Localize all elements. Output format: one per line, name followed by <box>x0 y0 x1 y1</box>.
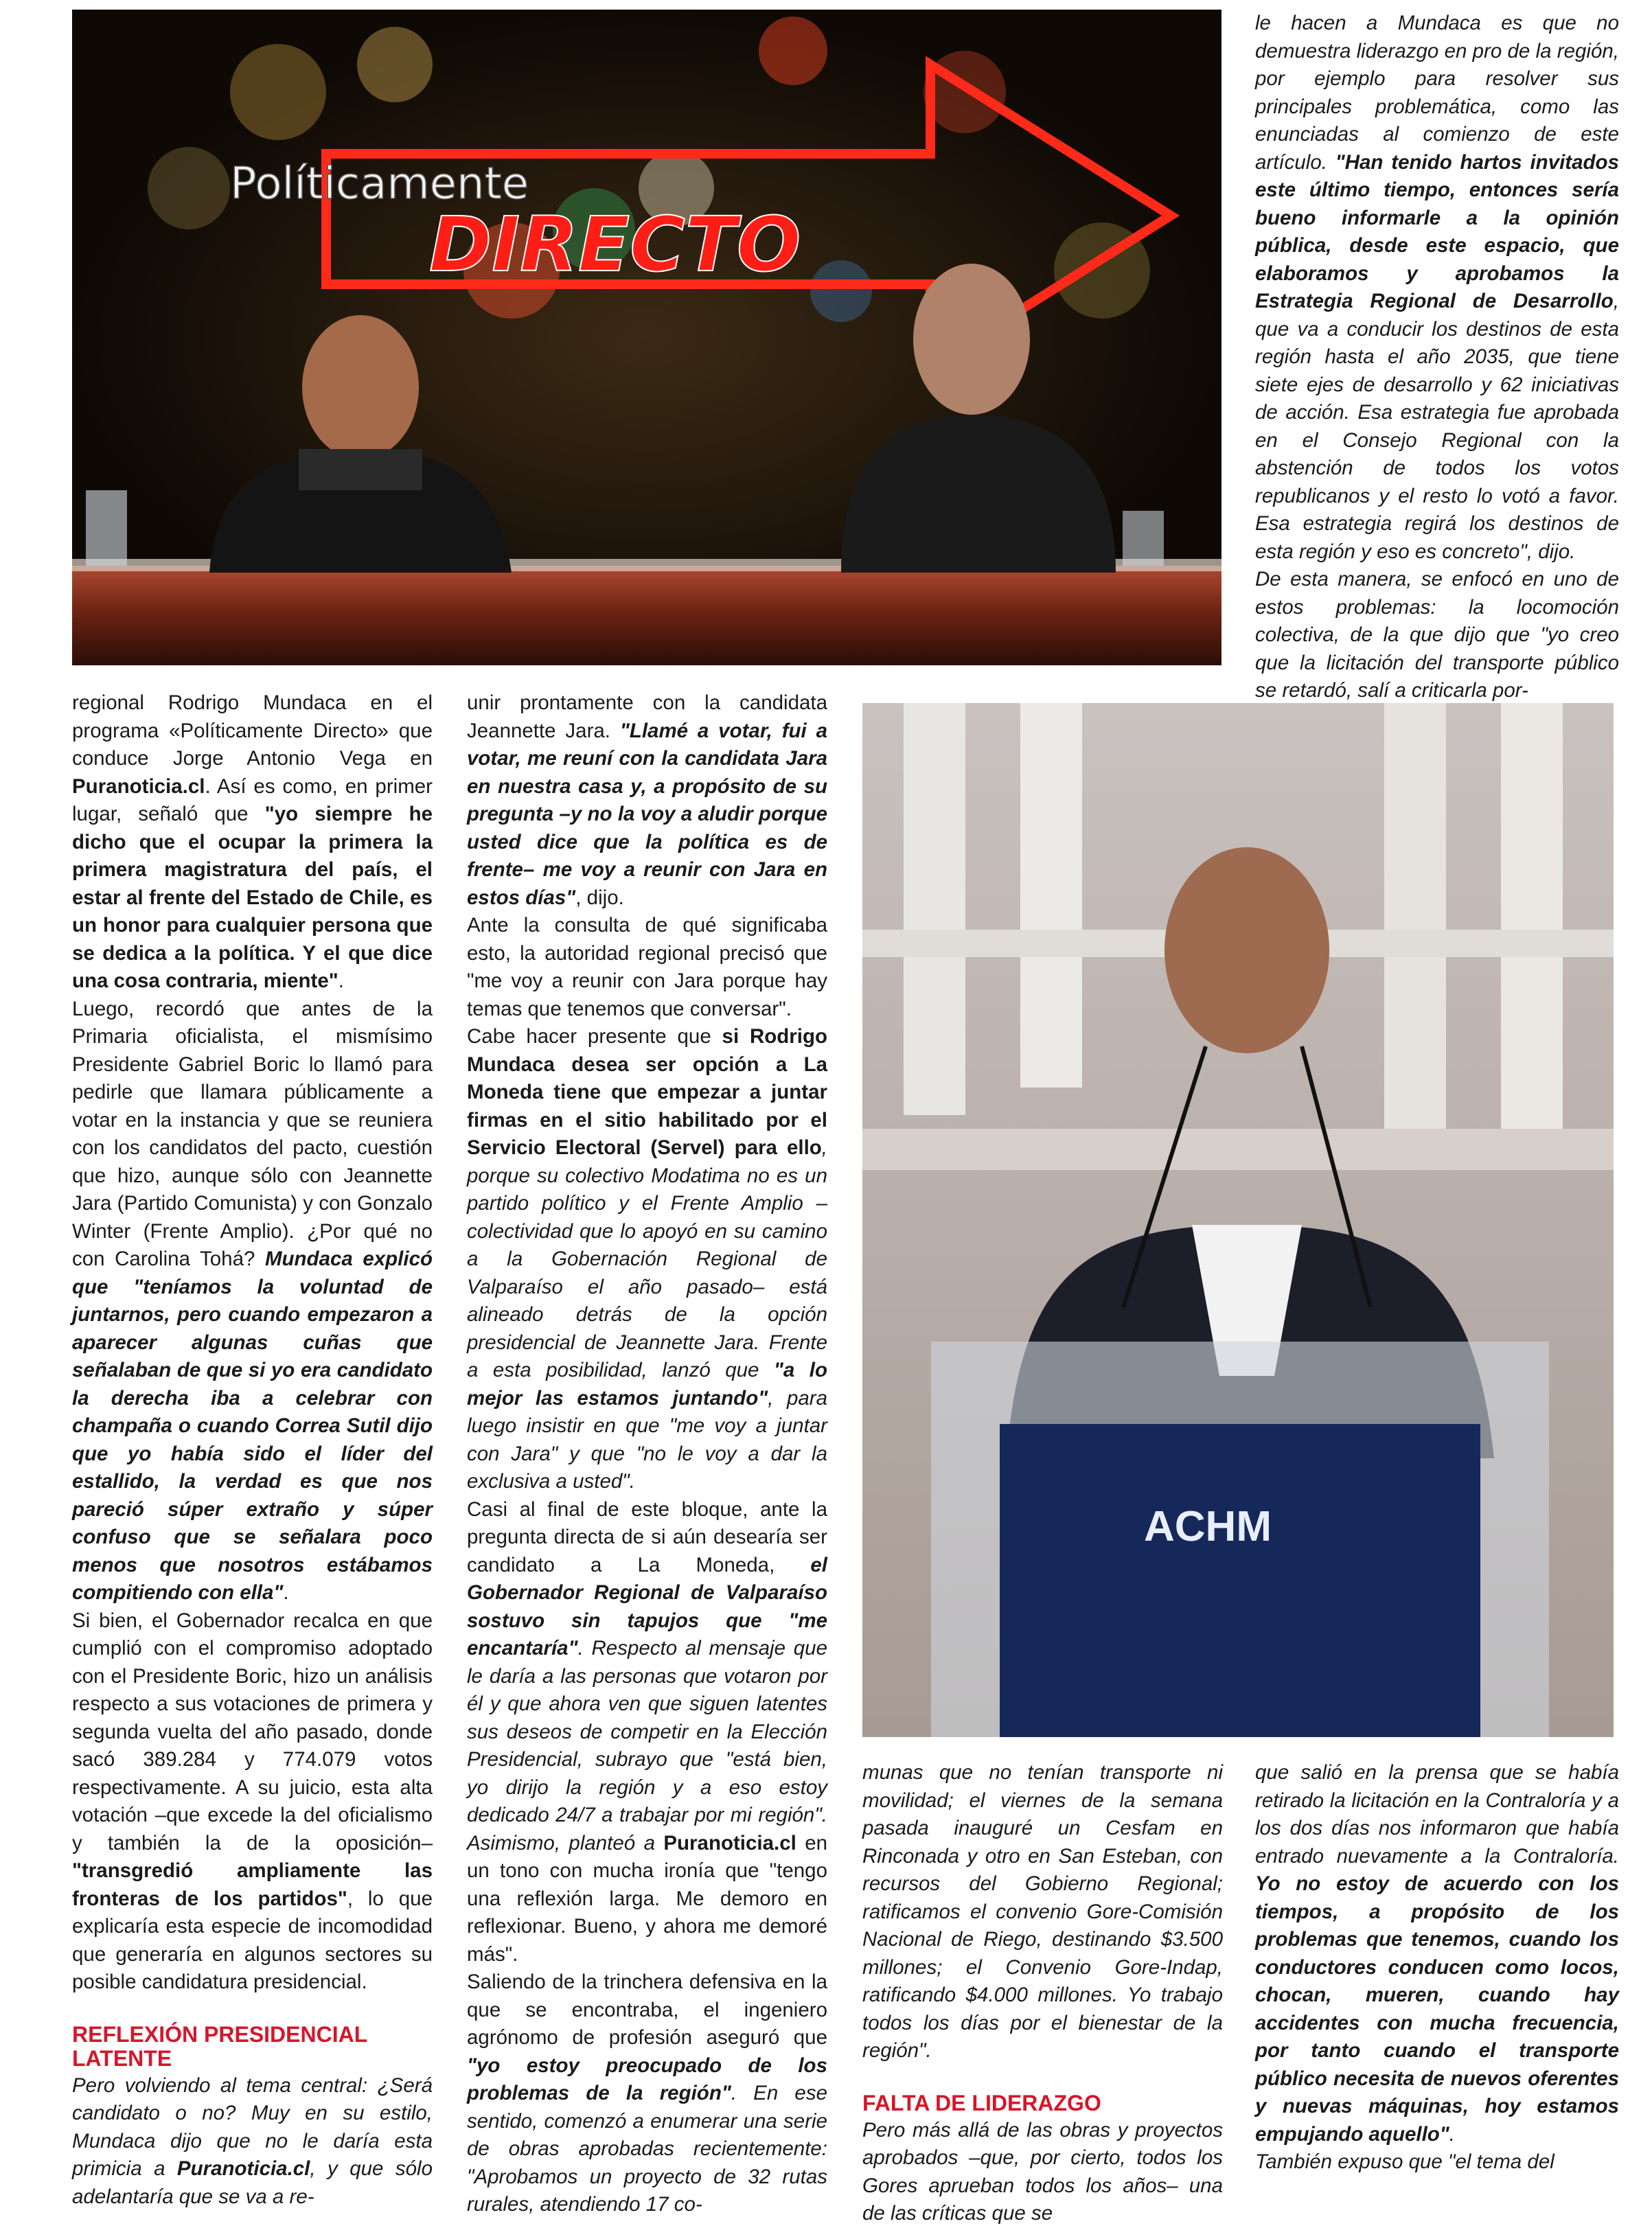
bold-quote: si Rodrigo Mundaca desea ser opción a La Moneda tiene que empezar a juntar firmas en el sitio habilitado por el Servicio Electoral (Servel) para ello <box>467 1025 828 1159</box>
show-title-line1: Políticamente <box>230 159 529 209</box>
text-run: Pero volviendo al tema central: ¿Será candidato o no? Muy en su estilo, Mundaca dijo que no le daría esta primicia a <box>72 2074 433 2180</box>
subheading-presidential-reflection: REFLEXIÓN PRESIDENCIAL LATENTE <box>72 2021 367 2071</box>
text-run: Luego, recordó que antes de la Primaria oficialista, el mismísimo Presidente Gabriel Boric lo llamó para pedirle que llamara públicamente a votar en la instancia y que se reuniera con los candidatos del pacto, cuestión que hizo, aunque sólo con Jeannette Jara (Partido Comunista) y con Gonzalo Winter (Frente Amplio). ¿Por qué no con Carolina Tohá? <box>72 997 433 1270</box>
text-run: Si bien, el Gobernador recalca en que cumplió con el compromiso adoptado con el Presidente Boric, hizo un análisis respecto a sus votaciones de primera y segunda vuelta del año pasado, donde sacó 389.284 y 774.079 votos respectivamente. A su juicio, esta alta votación –que excede la del oficialismo y también la de la oposición– <box>72 1609 433 1854</box>
column-4 <box>1255 1759 1619 2177</box>
bold-quote: "Llamé a votar, fui a votar, me reuní con la candidata Jara en nuestra casa y, a propósito de su pregunta –y no la voy a aludir porque usted dice que la política es de frente– me voy a reunir con Jara en estos días" <box>467 719 827 909</box>
column-2 <box>467 689 827 2219</box>
text-run: que salió en la prensa que se había retirado la licitación en la Contraloría y a los dos días nos informaron que había entrado nuevamente a la Contraloría. <box>1255 1761 1619 1868</box>
site-name: Puranoticia.cl <box>176 2157 310 2180</box>
text-run: . Respecto al mensaje que le daría a las personas que votaron por él y que ahora ven que siguen latentes sus deseos de competir en la Elección Presidencial, subrayo que "está bien, yo dirijo la región y a eso estoy dedicado 24/7 a trabajar por mi región". Asimismo, planteó a <box>467 1637 827 1854</box>
column-top-right <box>1255 10 1619 705</box>
text-run: . <box>338 969 344 992</box>
bold-quote: el Gobernador Regional de Valparaíso sostuvo sin tapujos que "me encantaría" <box>467 1553 827 1659</box>
subheading-lack-of-leadership: FALTA DE LIDERAZGO <box>862 2090 1101 2115</box>
podium-photo-graphic <box>862 703 1614 1737</box>
text-run: Saliendo de la trinchera defensiva en la que se encontraba, el ingeniero agrónomo de profesión aseguró que <box>467 1971 827 2049</box>
text-run: Casi al final de este bloque, ante la pregunta directa de si aún desearía ser candidato a La Moneda, <box>467 1497 827 1576</box>
studio-photo-graphic <box>72 10 1221 665</box>
text-run: , porque su colectivo Modatima no es un partido político y el Frente Amplio –colectividad que lo apoyó en su camino a la Gobernación Regional de Valparaíso el año pasado– está alineado detrás de la opción presidencial de Jeannette Jara. Frente a esta posibilidad, lanzó que <box>467 1136 827 1381</box>
show-title-line2: DIRECTO <box>429 200 801 288</box>
text-run: , y que sólo adelantaría que se va a re- <box>72 2157 433 2208</box>
text-run: . Así es como, en primer lugar, señaló que <box>72 774 433 825</box>
paragraph <box>72 2072 433 2212</box>
text-run: , para luego insistir en que "me voy a juntar con Jara" y que "no le voy a dar la exclusiva a usted". <box>467 1386 827 1493</box>
podium-photo <box>862 703 1614 1737</box>
text-run: . <box>283 1581 289 1604</box>
bold-quote: Yo no estoy de acuerdo con los tiempos, a propósito de los problemas que tenemos, cuando los conductores conducen como locos, chocan, mueren, cuando hay accidentes con mucha frecuencia, por tanto cuando el transporte público necesita de nuevos oferentes y nuevas máquinas, hoy estamos empujando aquello" <box>1255 1872 1619 2146</box>
text-run: regional Rodrigo Mundaca en el programa «Políticamente Directo» que conduce Jorge Antonio Vega en <box>72 691 433 770</box>
bold-quote: "yo estoy preocupado de los problemas de la región" <box>467 2054 827 2104</box>
paragraph: Pero más allá de las obras y proyectos aprobados –que, por cierto, todos los Gores aprueban todos los años– una de las críticas que se <box>862 2118 1223 2225</box>
bold-quote: "yo siempre he dicho que el ocupar la primera la primera magistratura del país, el estar al frente del Estado de Chile, es un honor para cualquier persona que se dedica a la política. Y el que dice una cosa contraria, miente" <box>72 803 433 992</box>
paragraph <box>467 1496 827 1969</box>
bold-quote: Mundaca explicó que "teníamos la voluntad de juntarnos, pero cuando empezaron a aparecer algunas cuñas que señalaban de que si yo era candidato la derecha iba a celebrar con champaña o cuando Correa Sutil dijo que yo había sido el líder del estallido, la verdad es que nos pareció súper extraño y súper confuso que se señalara poco menos que nosotros estábamos compitiendo con ella" <box>72 1248 433 1604</box>
paragraph: munas que no tenían transporte ni movilidad; el viernes de la semana pasada inauguré un Cesfam en Rinconada y otro en San Esteban, con recursos del Gobierno Regional; ratificamos el convenio Gore-Comisión Nacional de Riego, destinando $3.500 millones; el Convenio Gore-Indap, ratificando $4.000 millones. Yo trabajo todos los días por el bienestar de la región". <box>862 1761 1223 2062</box>
text-run: , que va a conducir los destinos de esta región hasta el año 2035, que tiene siete ejes de desarrollo y 62 iniciativas de acción. Esa estrategia fue aprobada en el Consejo Regional con la abstención de todos los votos republicanos y el resto lo votó a favor. Esa estrategia regirá los destinos de esta región y eso es concreto", dijo. <box>1255 290 1619 563</box>
site-name: Puranoticia.cl <box>663 1831 796 1854</box>
text-run: , dijo. <box>575 886 624 909</box>
column-1 <box>72 689 433 2211</box>
podium-logo: ACHM <box>1144 1503 1272 1550</box>
paragraph <box>1255 10 1619 566</box>
text-run: en un tono con mucha ironía que "tengo una reflexión larga. Me demoro en reflexionar. Bueno, y ahora me demoré más". <box>467 1831 828 1966</box>
paragraph <box>72 996 433 1607</box>
paragraph <box>72 1607 433 1997</box>
studio-photo <box>72 10 1221 665</box>
text-run: , lo que explicaría esta especie de incomodidad que generaría en algunos sectores su posible candidatura presidencial. <box>72 1887 433 1993</box>
text-run: . En ese sentido, comenzó a enumerar una serie de obras aprobadas recientemente: "Aprobamos un proyecto de 32 rutas rurales, atendiendo 17 co- <box>467 2082 827 2216</box>
bold-quote: "Han tenido hartos invitados este último tiempo, entonces sería bueno informarle a la opinión pública, desde este espacio, que elaboramos y aprobamos la Estrategia Regional de Desarrollo <box>1255 150 1619 312</box>
paragraph <box>467 1968 827 2219</box>
bold-quote: "transgredió ampliamente las fronteras de los partidos" <box>72 1859 433 1910</box>
paragraph <box>467 1023 827 1496</box>
paragraph: También expuso que "el tema del <box>1255 2150 1555 2173</box>
text-run: Cabe hacer presente que <box>467 1025 722 1048</box>
paragraph <box>72 689 433 996</box>
text-run: . <box>1449 2122 1455 2146</box>
paragraph: De esta manera, se enfocó en uno de estos problemas: la locomoción colectiva, de la que dijo que "yo creo que la licitación del transporte público se retardó, salí a criticarla por- <box>1255 568 1619 702</box>
site-name: Puranoticia.cl <box>72 774 205 798</box>
paragraph <box>1255 1759 1619 2148</box>
column-3 <box>862 1759 1223 2228</box>
bold-quote: "a lo mejor las estamos juntando" <box>467 1359 827 1410</box>
paragraph: Ante la consulta de qué significaba esto, la autoridad regional precisó que "me voy a reunir con Jara porque hay temas que tenemos que conversar". <box>467 914 827 1020</box>
text-run: le hacen a Mundaca es que no demuestra liderazgo en pro de la región, por ejemplo para resolver sus principales problemática, como las enunciadas al comienzo de este artículo. <box>1255 12 1619 174</box>
paragraph <box>467 689 827 912</box>
text-run: unir prontamente con la candidata Jeannette Jara. <box>467 691 827 742</box>
